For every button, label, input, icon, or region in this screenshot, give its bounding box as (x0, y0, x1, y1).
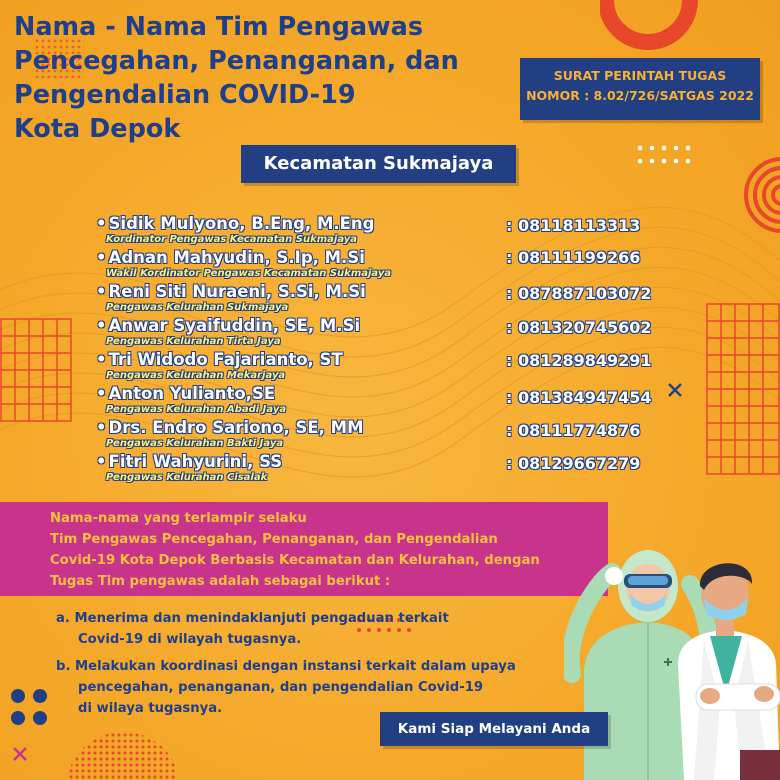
task-line: b. Melakukan koordinasi dengan instansi terkait dalam upaya (56, 659, 516, 674)
pengawas-name: • Drs. Endro Sariono, SE, MM (96, 418, 526, 438)
surat-title: SURAT PERINTAH TUGAS (553, 68, 727, 83)
pengawas-role: Pengawas Kelurahan Abadi Jaya (106, 404, 287, 415)
pengawas-name: • Adnan Mahyudin, S.Ip, M.Si (96, 248, 526, 268)
pengawas-item (96, 214, 526, 245)
kecamatan-heading: Kecamatan Sukmajaya (241, 145, 516, 183)
pengawas-phone: : 081320745602 (506, 318, 652, 337)
pengawas-item (96, 248, 526, 279)
title-line: Kota Depok (14, 114, 181, 144)
motto-badge: Kami Siap Melayani Anda (380, 712, 608, 746)
pengawas-role: Pengawas Kelurahan Tirta Jaya (106, 336, 281, 347)
task-item (56, 656, 516, 719)
pengawas-phone: : 08111199266 (506, 248, 641, 267)
pengawas-name: • Anwar Syaifuddin, SE, M.Si (96, 316, 526, 336)
pengawas-phone: : 081384947454 (506, 388, 652, 407)
pengawas-phone: : 087887103072 (506, 284, 652, 303)
pengawas-role: Wakil Kordinator Pengawas Kecamatan Sukmajaya (106, 268, 392, 279)
pengawas-name: • Reni Siti Nuraeni, S.Si, M.Si (96, 282, 526, 302)
task-line: Covid-19 di wilayah tugasnya. (78, 632, 302, 647)
pengawas-item (96, 452, 526, 483)
task-list (56, 608, 516, 725)
pengawas-role: Kordinator Pengawas Kecamatan Sukmajaya (106, 234, 358, 245)
task-line: di wilaya tugasnya. (78, 701, 223, 716)
title-line: Nama - Nama Tim Pengawas (14, 12, 423, 42)
pengawas-name: • Sidik Mulyono, B.Eng, M.Eng (96, 214, 526, 234)
task-line: a. Menerima dan menindaklanjuti pengaduan terkait (56, 611, 449, 626)
task-line: pencegahan, penanganan, dan pengendalian Covid-19 (78, 680, 484, 695)
pengawas-name: • Tri Widodo Fajarianto, ST (96, 350, 526, 370)
pengawas-role: Pengawas Kelurahan Mekarjaya (106, 370, 286, 381)
task-item (56, 608, 516, 650)
surat-number: NOMOR : 8.02/726/SATGAS 2022 (526, 88, 754, 103)
pengawas-role: Pengawas Kelurahan Bakti Jaya (106, 438, 284, 449)
pengawas-item (96, 316, 526, 347)
pengawas-item (96, 282, 526, 313)
pengawas-item (96, 384, 526, 415)
pengawas-role: Pengawas Kelurahan Cisalak (106, 472, 268, 483)
intro-line: Tim Pengawas Pencegahan, Penanganan, dan Pengendalian (50, 532, 498, 547)
pengawas-phone: : 08118113313 (506, 216, 641, 235)
pengawas-item (96, 418, 526, 449)
intro-line: Tugas Tim pengawas adalah sebagai berikut : (50, 574, 391, 589)
pengawas-item (96, 350, 526, 381)
pengawas-role: Pengawas Kelurahan Sukmajaya (106, 302, 289, 313)
title-line: Pengendalian COVID-19 (14, 80, 356, 110)
pengawas-phone: : 081289849291 (506, 351, 652, 370)
title-line: Pencegahan, Penanganan, dan (14, 46, 459, 76)
intro-banner (0, 502, 608, 596)
intro-line: Nama-nama yang terlampir selaku (50, 511, 307, 526)
pengawas-phone: : 08111774876 (506, 421, 641, 440)
pengawas-name: • Anton Yulianto,SE (96, 384, 526, 404)
pengawas-phone: : 08129667279 (506, 454, 641, 473)
intro-line: Covid-19 Kota Depok Berbasis Kecamatan dan Kelurahan, dengan (50, 553, 540, 568)
pengawas-name: • Fitri Wahyurini, SS (96, 452, 526, 472)
